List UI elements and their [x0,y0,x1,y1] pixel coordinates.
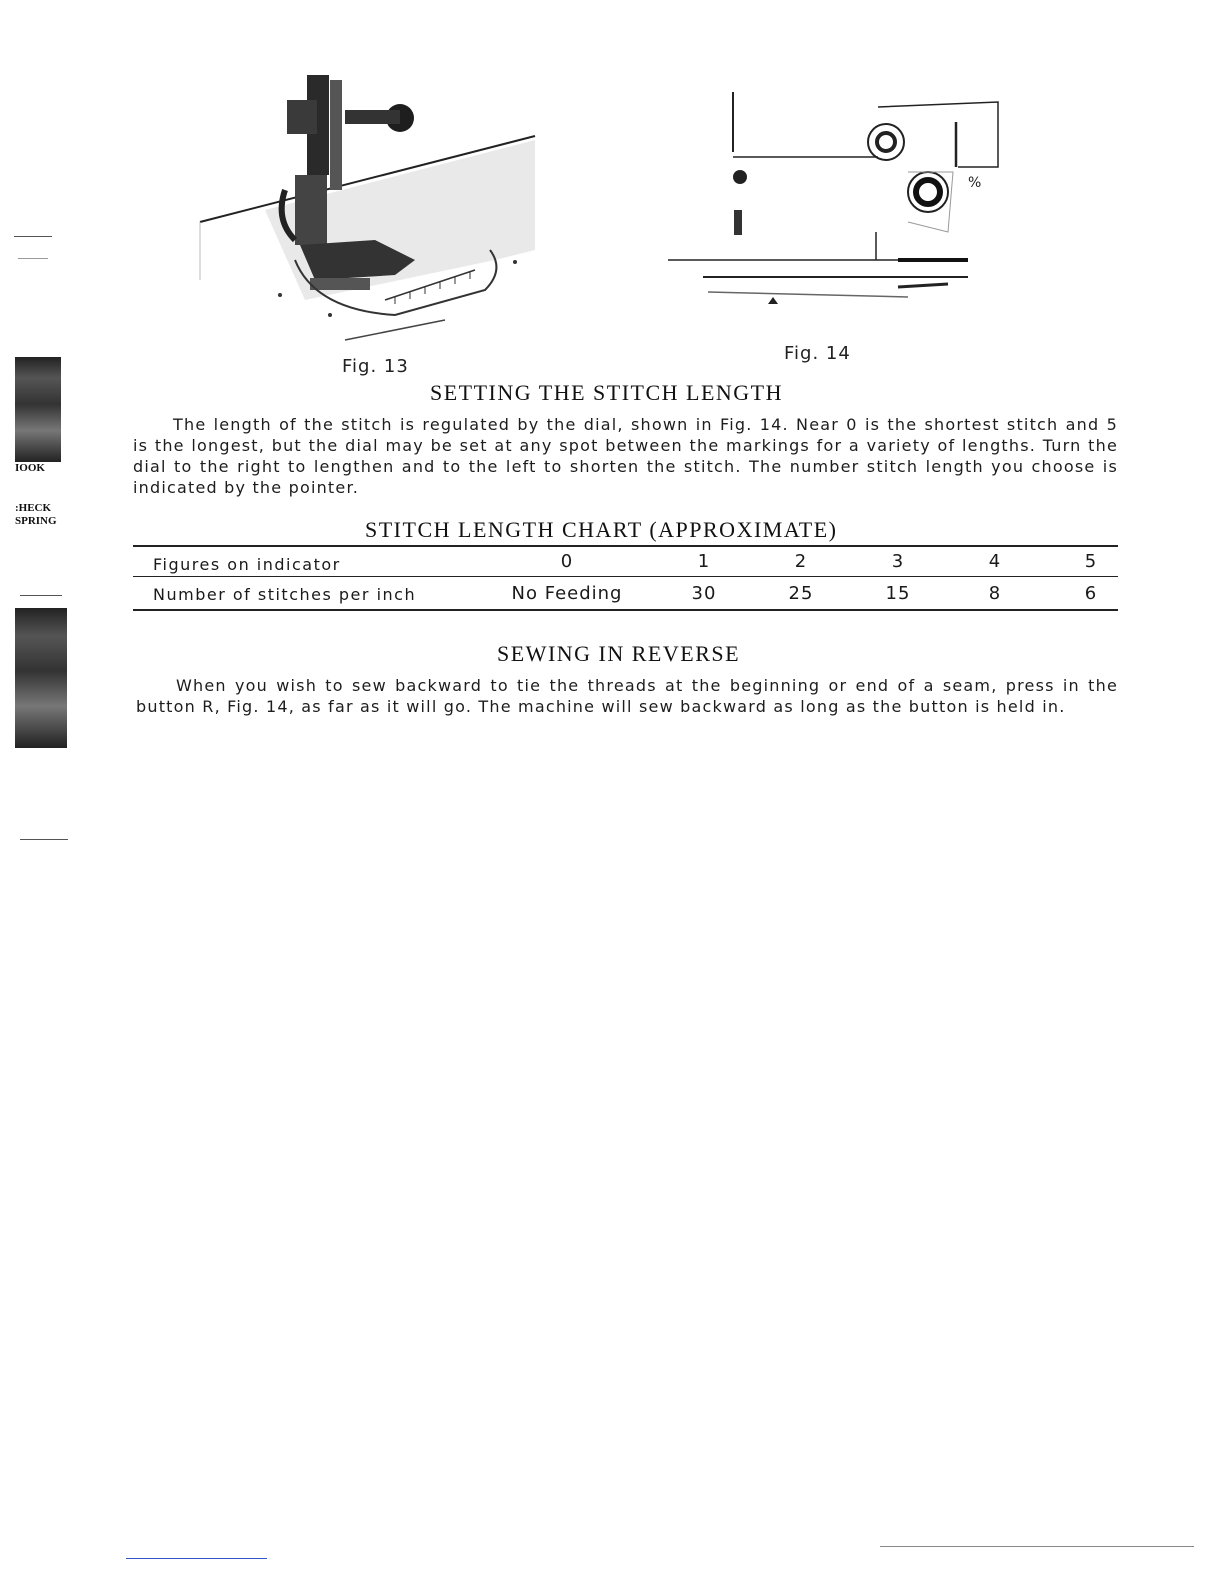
chart-middle-rule [133,576,1118,577]
chart-stitches-5: 6 [1084,583,1098,604]
stitch-length-chart [133,545,1118,637]
chart-stitches-0: No Feeding [511,583,623,604]
bottom-left-rule [126,1558,267,1559]
stitch-chart-heading: STITCH LENGTH CHART (APPROXIMATE) [365,517,838,542]
chart-indicator-5: 5 [1084,551,1098,572]
stitch-length-paragraph-text: The length of the stitch is regulated by the dial, shown in Fig. 14. Near 0 is the shortest stitch and 5 is the longest, but the dial may be set at any spot between the markings for a variety of lengths. Turn the dial to the right to lengthen and to the left to shorten the stitch. The number stitch length you choose is indicated by the pointer. [133,415,1118,497]
margin-rule-top [14,236,52,237]
reverse-heading: SEWING IN REVERSE [497,641,741,666]
margin-tab-image-1 [15,357,61,462]
chart-indicator-0: 0 [560,551,574,572]
fig14-machine-dial-illustration [668,72,1008,327]
margin-tab-label-2: :HECK [15,502,52,514]
reverse-paragraph [136,675,1118,717]
svg-text:%: % [968,175,982,191]
margin-rule-bottom [20,839,68,840]
chart-stitches-3: 15 [885,583,911,604]
chart-stitches-2: 25 [788,583,814,604]
margin-tab-label-1: IOOK [15,462,45,474]
margin-rule-top-2 [18,258,48,259]
chart-top-rule [133,545,1118,547]
fig13-presser-foot-illustration [195,70,550,350]
stitch-length-heading: SETTING THE STITCH LENGTH [430,380,783,405]
chart-bottom-rule [133,609,1118,611]
margin-tab-image-2 [15,608,67,748]
chart-indicator-3: 3 [891,551,905,572]
stitch-length-paragraph [133,414,1118,498]
chart-row-label-indicator: Figures on indicator [153,555,341,574]
fig13-caption: Fig. 13 [342,356,409,377]
fig14-caption: Fig. 14 [784,343,851,364]
margin-rule-mid [20,595,62,596]
bottom-right-rule [880,1546,1194,1547]
reverse-paragraph-text: When you wish to sew backward to tie the threads at the beginning or end of a seam, press in the button R, Fig. 14, as far as it will go. The machine will sew backward as long as the button is held in. [136,676,1118,716]
margin-tab-label-3: SPRING [15,515,57,527]
chart-indicator-2: 2 [794,551,808,572]
chart-stitches-1: 30 [691,583,717,604]
chart-row-label-stitches: Number of stitches per inch [153,585,417,604]
chart-stitches-4: 8 [988,583,1002,604]
chart-indicator-4: 4 [988,551,1002,572]
chart-indicator-1: 1 [697,551,711,572]
